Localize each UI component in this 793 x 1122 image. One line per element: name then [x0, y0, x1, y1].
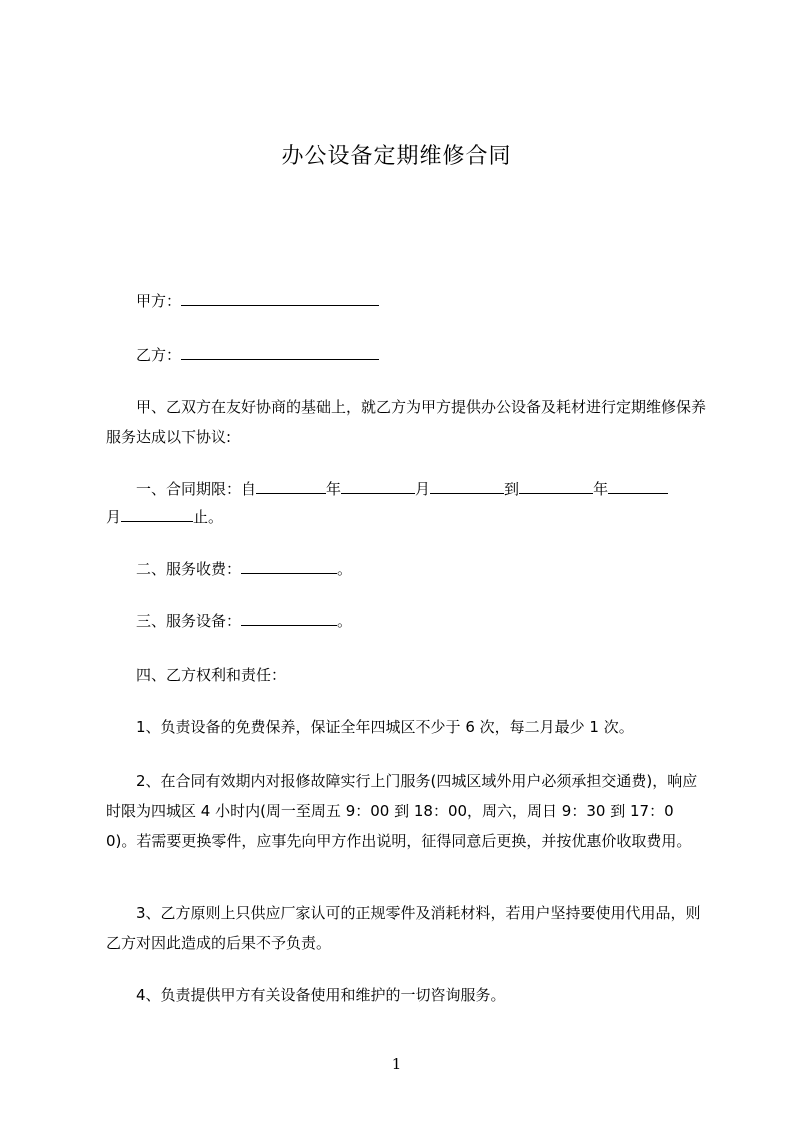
equipment-label: 三、服务设备： [136, 612, 242, 630]
term-end-year-label: 年 [593, 480, 609, 498]
party-a-blank [181, 289, 379, 306]
equipment-line [136, 606, 352, 636]
page-number: 1 [391, 1055, 402, 1073]
term-line [136, 474, 668, 504]
document-title: 办公设备定期维修合同 [281, 144, 512, 169]
term-to-label: 到 [504, 480, 520, 498]
term-end-month-blank [608, 477, 668, 494]
term-month-label: 月 [415, 480, 431, 498]
term-end-label: 止。 [193, 508, 224, 526]
fee-blank [241, 557, 337, 574]
term-label: 一、合同期限：自 [136, 480, 257, 498]
party-b-label: 乙方： [136, 346, 182, 364]
term-end-year-blank [519, 477, 593, 494]
term-end-month-label: 月 [106, 508, 122, 526]
party-a-label: 甲方： [136, 292, 182, 310]
clause-4: 4、负责提供甲方有关设备使用和维护的一切咨询服务。 [136, 986, 506, 1004]
term-start-day-blank [430, 477, 504, 494]
term-line-2 [106, 502, 223, 532]
fee-line [136, 554, 352, 584]
clause-2: 2、在合同有效期内对报修故障实行上门服务(四城区域外用户必须承担交通费)，响应时限为四城区 4 小时内(周一至周五 9：00 到 18：00，周六，周日 9：30 到 17：00)。若需要更换零件，应事先向甲方作出说明，征得同意后更换，并按优惠价收取费用。 [106, 772, 698, 850]
term-start-year-blank [256, 477, 326, 494]
clause-1: 1、负责设备的免费保养，保证全年四城区不少于 6 次，每二月最少 1 次。 [136, 718, 634, 736]
party-b-line [136, 340, 379, 370]
equipment-blank [241, 609, 337, 626]
intro-paragraph: 甲、乙双方在友好协商的基础上，就乙方为甲方提供办公设备及耗材进行定期维修保养服务达成以下协议: [106, 398, 707, 446]
party-b-blank [181, 343, 379, 360]
equipment-end: 。 [337, 612, 353, 630]
term-start-month-blank [341, 477, 415, 494]
party-a-line [136, 286, 379, 316]
fee-end: 。 [337, 560, 353, 578]
term-end-day-blank [121, 505, 193, 522]
section-4-heading: 四、乙方权利和责任： [136, 666, 287, 684]
fee-label: 二、服务收费： [136, 560, 242, 578]
clause-3: 3、乙方原则上只供应厂家认可的正规零件及消耗材料，若用户坚持要使用代用品，则乙方对因此造成的后果不予负责。 [106, 904, 701, 952]
term-year-label: 年 [326, 480, 342, 498]
